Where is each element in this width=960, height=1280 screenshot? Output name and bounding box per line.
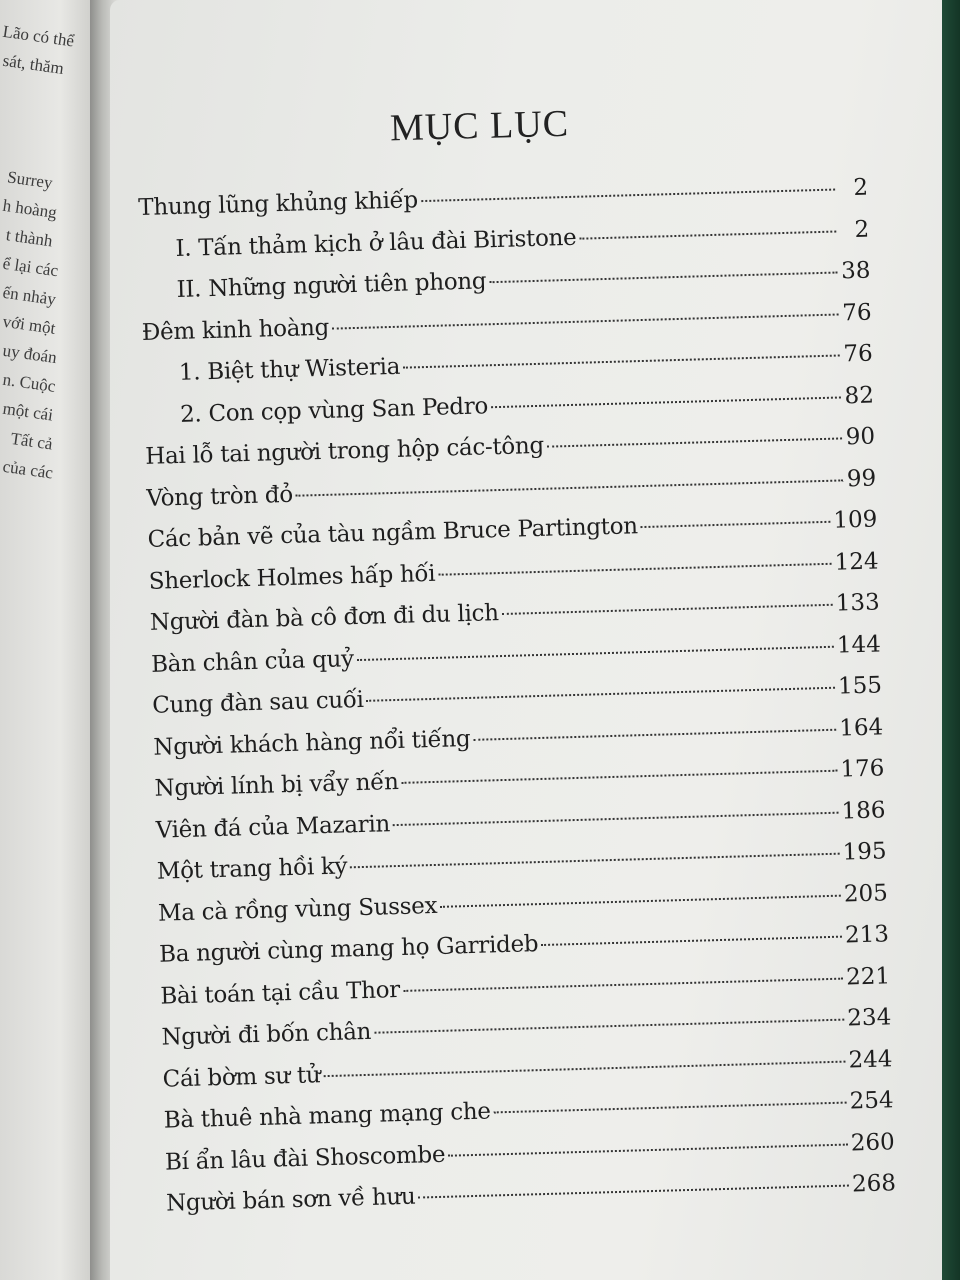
left-page-line: Tất cả xyxy=(9,428,54,454)
dot-leader xyxy=(489,272,837,284)
dot-leader xyxy=(402,770,838,784)
toc-entry-page-number: 133 xyxy=(835,589,881,617)
dot-leader xyxy=(491,396,841,408)
toc-entry-page-number: 268 xyxy=(851,1170,897,1198)
toc-entry-page-number: 195 xyxy=(842,838,887,866)
toc-entry-page-number: 254 xyxy=(849,1087,894,1115)
toc-entry-title: Người khách hàng nổi tiếng xyxy=(153,725,471,761)
dot-leader xyxy=(641,521,831,528)
dot-leader xyxy=(547,437,842,447)
toc-entry-page-number: 260 xyxy=(850,1128,896,1156)
toc-entry-title: I. Tấn thảm kịch ở lâu đài Biristone xyxy=(175,224,577,262)
toc-entry-title: Người đi bốn chân xyxy=(161,1018,372,1051)
toc-entry-page-number: 221 xyxy=(845,962,891,991)
toc-entry-title: Ma cà rồng vùng Sussex xyxy=(157,892,438,927)
left-page-line: Lão có thể xyxy=(1,21,76,51)
toc-entry-page-number: 82 xyxy=(844,382,875,409)
toc-entry-page-number: 2 xyxy=(853,174,869,202)
dot-leader xyxy=(350,853,840,869)
dot-leader xyxy=(418,1185,849,1199)
left-page-line: t thành xyxy=(4,225,54,251)
dot-leader xyxy=(403,977,843,991)
toc-entry-page-number: 205 xyxy=(843,879,889,908)
toc-entry-page-number: 186 xyxy=(841,796,886,825)
toc-entry-title: Bà thuê nhà mang mạng che xyxy=(163,1098,492,1134)
dot-leader xyxy=(357,645,834,660)
toc-entry-page-number: 76 xyxy=(843,340,874,368)
dot-leader xyxy=(494,1102,847,1114)
page-title: MỤC LỤC xyxy=(389,102,570,150)
toc-entry-page-number: 76 xyxy=(841,299,872,326)
toc-entry-title: Người bán sơn về hưu xyxy=(165,1183,416,1217)
toc-entry-page-number: 244 xyxy=(848,1045,893,1073)
left-page-line: với một xyxy=(1,311,57,338)
dot-leader xyxy=(374,1019,844,1034)
toc-entry-title: Cái bờm sư tử xyxy=(162,1061,321,1093)
toc-entry-title: Một trang hồi ký xyxy=(156,853,348,885)
left-page-line: ể lại các xyxy=(1,253,60,281)
toc-entry-page-number: 109 xyxy=(833,506,878,534)
toc-entry-title: 2. Con cọp vùng San Pedro xyxy=(179,392,489,428)
left-page-line: n. Cuộc xyxy=(1,369,57,396)
dot-leader xyxy=(473,728,836,740)
toc-entry-page-number: 90 xyxy=(845,423,876,451)
toc-entry-page-number: 124 xyxy=(834,547,879,576)
left-page-line: h hoàng xyxy=(1,195,59,223)
dot-leader xyxy=(393,811,839,825)
toc-entry-title: Thung lũng khủng khiếp xyxy=(138,187,419,221)
dot-leader xyxy=(332,313,839,329)
left-page-line: uy đoán xyxy=(1,340,59,368)
toc-entry-page-number: 176 xyxy=(840,755,885,783)
toc-entry-page-number: 155 xyxy=(837,672,883,700)
dot-leader xyxy=(502,604,833,615)
toc-entry-page-number: 99 xyxy=(846,465,877,492)
left-page-line: ến nhảy xyxy=(1,282,58,309)
dot-leader xyxy=(296,479,843,496)
toc-entry-title: Sherlock Holmes hấp hối xyxy=(148,560,436,595)
toc-entry-title: 1. Biệt thự Wisteria xyxy=(178,353,401,386)
toc-entry-page-number: 2 xyxy=(854,216,870,243)
dot-leader xyxy=(440,894,841,907)
dot-leader xyxy=(579,230,836,239)
table-of-contents xyxy=(138,175,897,1232)
toc-entry-title: Người đàn bà cô đơn đi du lịch xyxy=(149,600,500,636)
toc-entry-title: Bài toán tại cầu Thor xyxy=(160,976,401,1010)
toc-entry-page-number: 38 xyxy=(840,257,871,285)
dot-leader xyxy=(323,1060,845,1077)
toc-entry-title: Bàn chân của quỷ xyxy=(150,645,355,678)
toc-entry-title: Hai lỗ tai người trong hộp các-tông xyxy=(144,432,545,470)
toc-entry-page-number: 144 xyxy=(836,630,882,659)
dot-leader xyxy=(438,562,831,575)
dot-leader xyxy=(541,936,842,946)
toc-entry-title: Viên đá của Mazarin xyxy=(155,810,391,844)
toc-entry-title: Các bản vẽ của tàu ngầm Bruce Partington xyxy=(147,513,639,553)
dot-leader xyxy=(367,687,835,702)
toc-entry-title: II. Những người tiên phong xyxy=(176,268,487,303)
dot-leader xyxy=(421,189,835,203)
toc-entry-page-number: 164 xyxy=(838,713,884,742)
dot-leader xyxy=(448,1143,848,1156)
toc-entry-page-number: 213 xyxy=(844,921,890,949)
left-page-line: Surrey xyxy=(6,167,54,193)
dot-leader xyxy=(403,354,840,368)
left-page-line: của các xyxy=(1,456,55,483)
toc-entry-title: Cung đàn sau cuối xyxy=(151,686,365,719)
left-page-line: sát, thăm xyxy=(1,50,66,79)
toc-entry-page-number: 234 xyxy=(847,1004,892,1032)
book-cover-edge xyxy=(942,0,960,1280)
toc-entry-title: Ba người cùng mang họ Garrideb xyxy=(158,931,539,968)
toc-entry-title: Bí ẩn lâu đài Shoscombe xyxy=(164,1141,446,1176)
left-page xyxy=(0,0,100,1280)
toc-entry-title: Đêm kinh hoàng xyxy=(141,314,330,346)
toc-entry-title: Vòng tròn đỏ xyxy=(146,481,294,512)
toc-entry-title: Người lính bị vẩy nến xyxy=(154,768,399,802)
left-page-text xyxy=(1,21,98,494)
left-page-line: một cái xyxy=(1,398,55,425)
